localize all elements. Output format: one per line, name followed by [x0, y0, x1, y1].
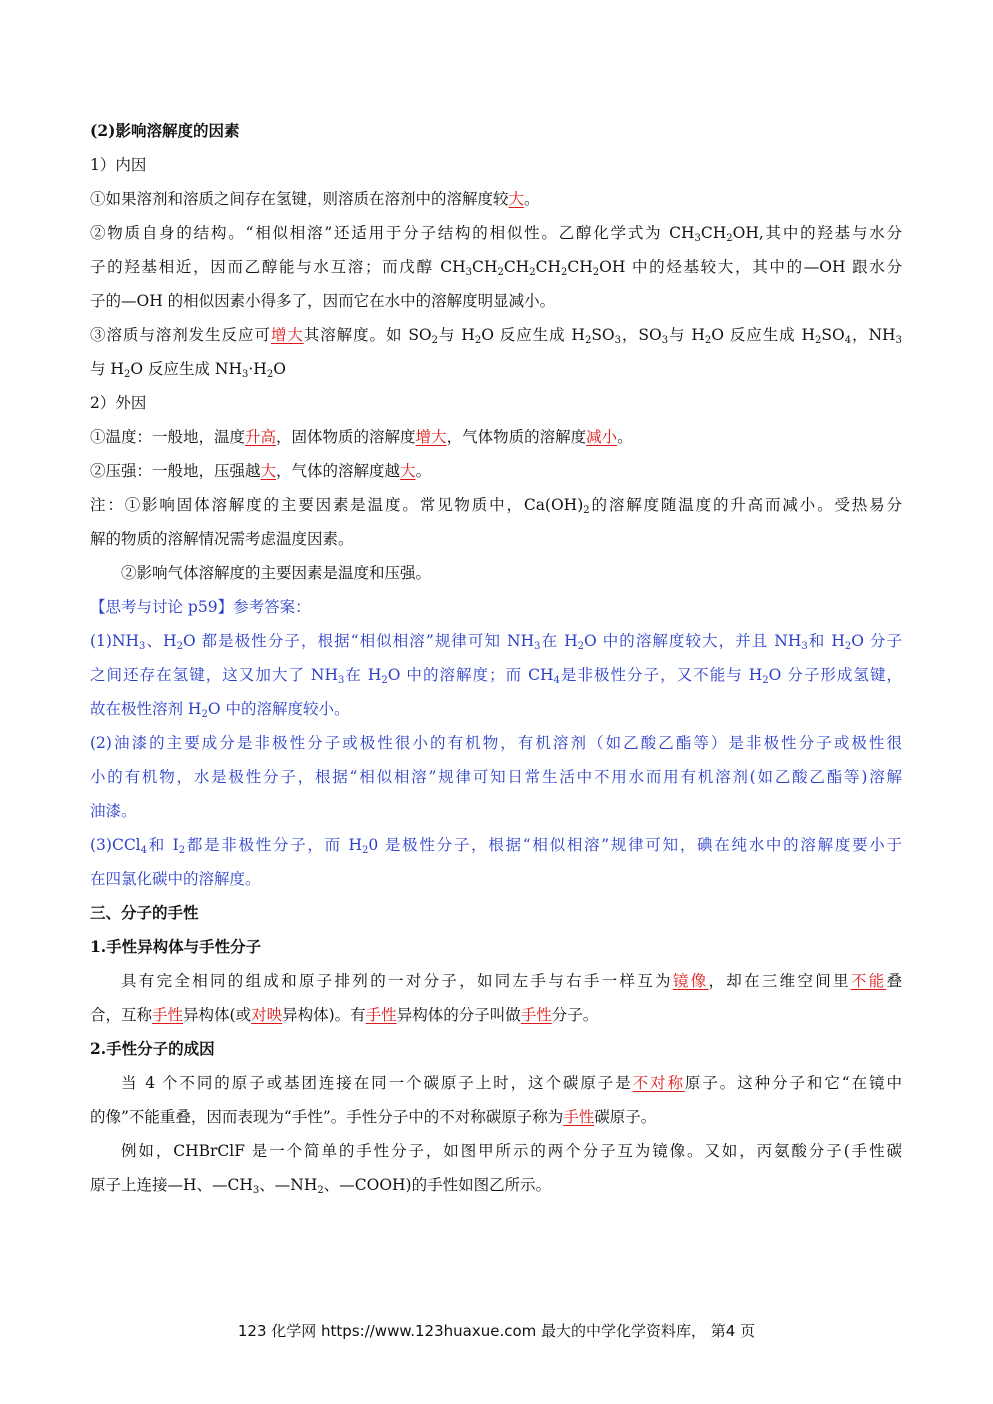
page-footer: 123 化学网 https://www.123huaxue.com 最大的中学化学资料库， 第4 页	[237, 1322, 756, 1340]
discussion-answer-1: $(1)NH_3$、$H_2O$ 都是极性分子，根据“相似相溶”规律可知 $NH_3$在 $H_2O$ 中的溶解度较大，并且 $NH_3$和 $H_2O$ 分子 之间还存在氢键，这又加大了 $NH_3$在 $H_2O$ 中的溶解度；而 $CH_4$是非极性分子，又不能与 $H_2O$ 分子形成氢键， 故在极性溶剂 $H_2O$ 中的溶解度较小。	[90, 632, 902, 720]
answer-blank: 增大	[270, 326, 304, 344]
answer-blank: 大	[260, 462, 277, 480]
discussion-answer-2: (2)油漆的主要成分是非极性分子或极性很小的有机物，有机溶剂（如乙酸乙酯等）是非极性分子或极性很 小的有机物，水是极性分子，根据“相似相溶”规律可知日常生活中不用水而用有机溶剂(如乙酸乙酯等)溶解 油漆。	[90, 734, 902, 820]
paragraph-example: 例如，CHBrClF 是一个简单的手性分子，如图甲所示的两个分子互为镜像。又如，丙氨酸分子(手性碳 原子上连接—H、$—CH_3$、$—NH_2$、—COOH)的手性如图乙所示。	[90, 1142, 902, 1196]
answer-blank: 手性	[365, 1006, 397, 1024]
answer-blank: 不能	[850, 972, 887, 990]
answer-blank: 大	[508, 190, 525, 208]
document-page	[90, 114, 902, 1202]
internal-factors-title: 1）内因	[90, 156, 147, 174]
section-heading-chirality: 三、分子的手性	[90, 903, 199, 922]
paragraph-structure: ②物质自身的结构。“相似相溶”还适用于分子结构的相似性。乙醇化学式为 $CH_3CH_2OH$,其中的羟基与水分 子的羟基相近，因而乙醇能与水互溶；而戊醇 $CH_3CH_2CH_2CH_2CH_2OH$ 中的烃基较大，其中的—OH 跟水分 子的—OH 的相似因素小得多了，因而它在水中的溶解度明显减小。	[90, 224, 903, 310]
answer-blank: 升高	[245, 428, 277, 446]
subheading-chiral-causes: 2.手性分子的成因	[90, 1039, 215, 1058]
answer-blank: 手性	[563, 1108, 595, 1126]
external-factors-title: 2）外因	[90, 394, 147, 412]
paragraph-pressure: ②压强：一般地，压强越大，气体的溶解度越大。	[90, 462, 432, 480]
answer-blank: 手性	[520, 1006, 552, 1024]
paragraph-temperature: ①温度：一般地，温度升高，固体物质的溶解度增大，气体物质的溶解度减小。	[90, 428, 633, 446]
subheading-chiral-isomers: 1.手性异构体与手性分子	[90, 937, 262, 956]
answer-blank: 减小	[586, 428, 618, 446]
paragraph-reaction: ③溶质与溶剂发生反应可增大其溶解度。如 $SO_2$与 $H_2O$ 反应生成 $H_2SO_3$，$SO_3$与 $H_2O$ 反应生成 $H_2SO_4$，$NH_3$ 与 $H_2O$ 反应生成 $NH_3\cdot H_2O$	[90, 326, 902, 380]
note-paragraph: 注：①影响固体溶解度的主要因素是温度。常见物质中，$Ca(OH)_2$的溶解度随温度的升高而减小。受热易分 解的物质的溶解情况需考虑温度因素。 ②影响气体溶解度的主要因素是温度和压强。	[90, 496, 902, 582]
discussion-answer-3: (3)CCl$_4$和 $I_2$都是非极性分子，而 $H_20$ 是极性分子，根据“相似相溶”规律可知，碘在纯水中的溶解度要小于 在四氯化碳中的溶解度。	[90, 836, 903, 888]
answer-blank: 大	[400, 462, 416, 480]
answer-blank: 增大	[415, 428, 447, 446]
discussion-title: 【思考与讨论 p59】参考答案：	[90, 598, 311, 616]
section-heading-factors: (2)影响溶解度的因素	[90, 121, 240, 140]
paragraph-hydrogen-bond: ①如果溶剂和溶质之间存在氢键，则溶质在溶剂中的溶解度较大。	[90, 190, 540, 208]
answer-blank: 对映	[251, 1006, 283, 1024]
answer-blank: 手性	[152, 1006, 184, 1024]
paragraph-chiral-causes: 当 4 个不同的原子或基团连接在同一个碳原子上时，这个碳原子是不对称原子。这种分子和它“在镜中 的像”不能重叠，因而表现为“手性”。手性分子中的不对称碳原子称为手性碳原子。	[90, 1074, 902, 1126]
paragraph-chiral-isomers: 具有完全相同的组成和原子排列的一对分子，如同左手与右手一样互为镜像，却在三维空间里不能叠 合，互称手性异构体(或对映异构体)。有手性异构体的分子叫做手性分子。	[90, 972, 902, 1024]
answer-blank: 不对称	[632, 1074, 685, 1092]
answer-blank: 镜像	[672, 972, 709, 990]
